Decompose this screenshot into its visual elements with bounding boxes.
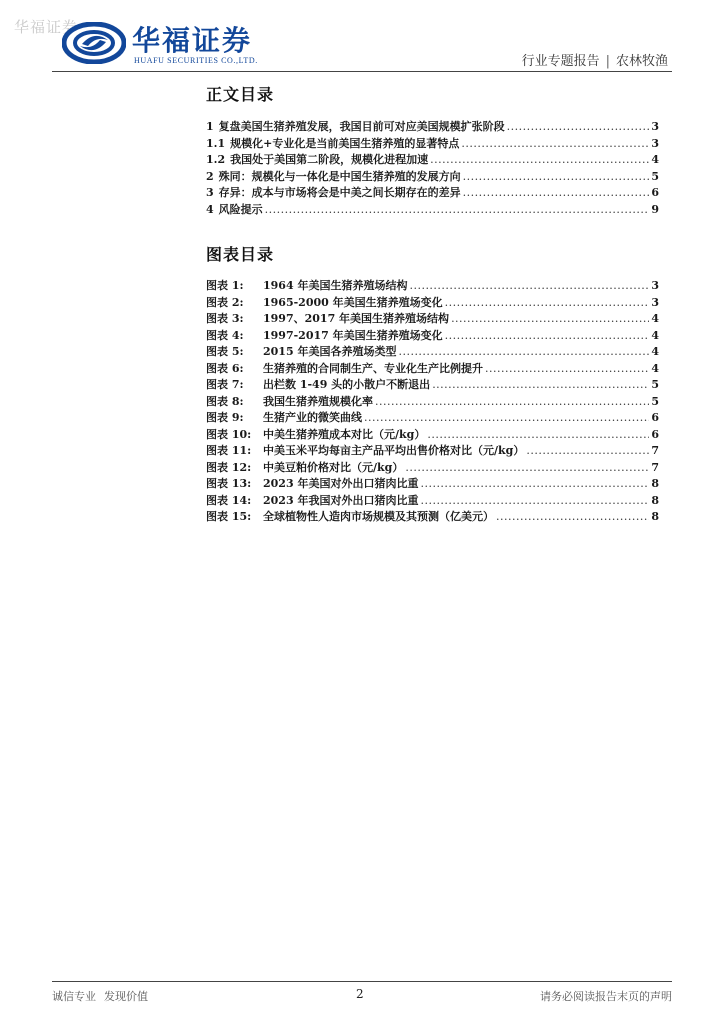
figure-list-item[interactable] [206, 459, 659, 476]
entry-title: 1964 年美国生猪养殖场结构 [263, 279, 408, 292]
entry-title: 2023 年我国对外出口猪肉比重 [263, 493, 419, 507]
entry-number: 图表 1: [206, 279, 244, 292]
entry-page-number: 4 [651, 312, 659, 325]
footer-disclaimer: 请务必阅读报告末页的声明 [540, 990, 672, 1003]
entry-title: 我国生猪养殖规模化率 [263, 394, 373, 408]
entry-title: 中美生猪养殖成本对比（元/kg） [263, 427, 426, 441]
entry-number: 图表 11: [206, 444, 252, 457]
entry-number: 1 [206, 120, 214, 133]
entry-page-number: 8 [651, 510, 659, 523]
entry-page-number: 3 [651, 295, 659, 309]
report-header-label [522, 50, 668, 69]
dot-leader [526, 444, 649, 457]
contents-list-item[interactable] [206, 151, 659, 168]
contents-list [206, 118, 659, 217]
entry-number: 2 [206, 169, 214, 183]
figure-list-item[interactable] [206, 327, 659, 344]
entry-page-number: 6 [651, 411, 659, 424]
dot-leader [507, 120, 650, 133]
dot-leader [496, 510, 649, 523]
entry-number: 图表 10: [206, 427, 252, 441]
entry-title: 中美玉米平均每亩主产品平均出售价格对比（元/kg） [263, 444, 525, 457]
figures-title: 图表目录 [206, 245, 275, 264]
report-type: 行业专题报告 [521, 54, 600, 69]
entry-page-number: 4 [651, 361, 659, 375]
footer-slogan-2: 发现价值 [104, 990, 148, 1003]
footer-slogan [52, 988, 148, 1004]
entry-page-number: 9 [651, 202, 659, 216]
dot-leader [432, 378, 649, 391]
entry-number: 图表 13: [206, 477, 252, 490]
entry-title: 殊同：规模化与一体化是中国生猪养殖的发展方向 [218, 169, 461, 183]
entry-title: 风险提示 [218, 202, 263, 216]
dot-leader [420, 494, 649, 507]
entry-number: 图表 9: [206, 411, 244, 424]
entry-title: 1965-2000 年美国生猪养殖场变化 [263, 295, 443, 309]
report-sector: 农林牧渔 [615, 54, 668, 69]
contents-list-item[interactable] [206, 135, 659, 152]
entry-page-number: 6 [651, 186, 659, 199]
dot-leader [420, 477, 649, 490]
entry-title: 生猪产业的微笑曲线 [263, 411, 362, 424]
figure-list-item[interactable] [206, 360, 659, 377]
dot-leader [430, 153, 649, 166]
brand-name-en: HUAFU SECURITIES CO.,LTD. [134, 56, 258, 65]
watermark-text: 华福证券 [14, 18, 79, 36]
entry-number: 图表 14: [206, 493, 252, 507]
dot-leader [405, 461, 649, 474]
page-number: 2 [356, 987, 364, 1001]
entry-title: 出栏数 1-49 头的小散户不断退出 [263, 378, 431, 391]
figure-list-item[interactable] [206, 508, 659, 525]
entry-title: 全球植物性人造肉市场规模及其预测（亿美元） [263, 510, 494, 523]
entry-number: 图表 15: [206, 510, 252, 523]
contents-list-item[interactable] [206, 201, 659, 218]
company-logo [62, 18, 262, 70]
huafu-logo-icon [62, 22, 126, 64]
dot-leader [409, 279, 649, 292]
entry-number: 图表 8: [206, 394, 244, 408]
entry-page-number: 7 [651, 444, 659, 457]
entry-number: 图表 6: [206, 361, 244, 375]
figure-list-item[interactable] [206, 492, 659, 509]
dot-leader [398, 345, 649, 358]
entry-page-number: 3 [651, 120, 659, 133]
header-divider [52, 71, 672, 72]
entry-number: 图表 4: [206, 328, 244, 342]
figure-list-item[interactable] [206, 294, 659, 311]
entry-page-number: 5 [651, 169, 659, 183]
figure-list-item[interactable] [206, 409, 659, 426]
entry-number: 图表 7: [206, 378, 244, 391]
dot-leader [265, 203, 650, 216]
entry-number: 图表 3: [206, 312, 244, 325]
dot-leader [445, 296, 650, 309]
entry-page-number: 5 [651, 394, 659, 408]
dot-leader [375, 395, 649, 408]
entry-page-number: 5 [651, 378, 659, 391]
entry-number: 图表 2: [206, 295, 244, 309]
entry-page-number: 3 [651, 279, 659, 292]
entry-page-number: 8 [651, 493, 659, 507]
contents-list-item[interactable] [206, 184, 659, 201]
contents-list-item[interactable] [206, 118, 659, 135]
entry-title: 1997-2017 年美国生猪养殖场变化 [263, 328, 443, 342]
entry-page-number: 4 [651, 328, 659, 342]
entry-number: 1.2 [206, 153, 226, 166]
figure-list-item[interactable] [206, 442, 659, 459]
entry-title: 存异：成本与市场将会是中美之间长期存在的差异 [218, 186, 461, 199]
entry-title: 1997、2017 年美国生猪养殖场结构 [263, 312, 450, 325]
figure-list-item[interactable] [206, 310, 659, 327]
entry-title: 生猪养殖的合同制生产、专业化生产比例提升 [263, 361, 483, 375]
dot-leader [463, 170, 650, 183]
entry-number: 图表 12: [206, 460, 252, 474]
entry-number: 图表 5: [206, 345, 244, 358]
entry-title: 我国处于美国第二阶段，规模化进程加速 [230, 153, 429, 166]
footer-divider [52, 981, 672, 982]
figure-list-item[interactable] [206, 426, 659, 443]
figures-list [206, 277, 659, 525]
dot-leader [461, 137, 649, 150]
entry-number: 4 [206, 202, 214, 216]
dot-leader [427, 428, 649, 441]
dot-leader [445, 329, 650, 342]
dot-leader [485, 362, 649, 375]
entry-title: 规模化+专业化是当前美国生猪养殖的显著特点 [230, 136, 460, 150]
figure-list-item[interactable] [206, 393, 659, 410]
figure-list-item[interactable] [206, 277, 659, 294]
header-separator: | [605, 54, 610, 69]
dot-leader [451, 312, 649, 325]
entry-title: 2023 年美国对外出口猪肉比重 [263, 477, 419, 490]
contents-list-item[interactable] [206, 168, 659, 185]
entry-number: 1.1 [206, 136, 226, 150]
dot-leader [463, 186, 650, 199]
figure-list-item[interactable] [206, 376, 659, 393]
brand-name-cn: 华福证券 [132, 24, 253, 57]
entry-title: 中美豆粕价格对比（元/kg） [263, 460, 404, 474]
entry-page-number: 4 [651, 153, 659, 166]
entry-page-number: 3 [651, 136, 659, 150]
dot-leader [364, 411, 649, 424]
footer-slogan-1: 诚信专业 [52, 990, 96, 1003]
figure-list-item[interactable] [206, 475, 659, 492]
entry-page-number: 6 [651, 427, 659, 441]
entry-page-number: 7 [651, 460, 659, 474]
entry-title: 复盘美国生猪养殖发展，我国目前可对应美国规模扩张阶段 [218, 120, 505, 133]
entry-title: 2015 年美国各养殖场类型 [263, 345, 397, 358]
entry-number: 3 [206, 186, 214, 199]
entry-page-number: 4 [651, 345, 659, 358]
entry-page-number: 8 [651, 477, 659, 490]
figure-list-item[interactable] [206, 343, 659, 360]
contents-title: 正文目录 [206, 85, 275, 104]
